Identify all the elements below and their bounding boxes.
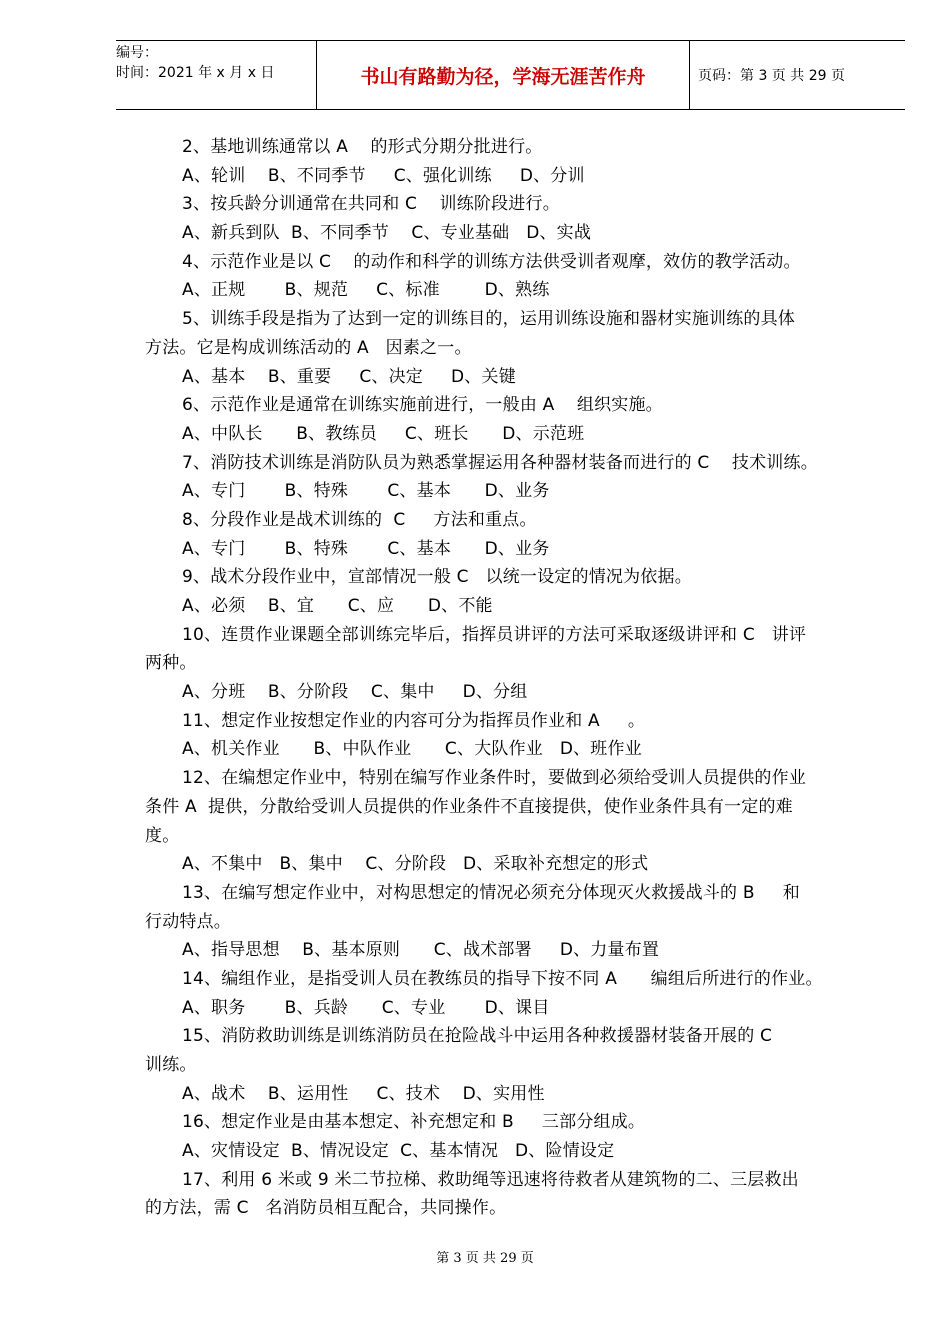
text-line: 13、在编写想定作业中，对构思想定的情况必须充分体现灭火救援战斗的 B 和 xyxy=(182,882,800,903)
text-line: 17、利用 6 米或 9 米二节拉梯、救助绳等迅速将待救者从建筑物的二、三层救出 xyxy=(182,1169,799,1190)
text-line: A、分班 B、分阶段 C、集中 D、分组 xyxy=(182,682,528,703)
text-line: 12、在编想定作业中，特别在编写作业条件时，要做到必须给受训人员提供的作业 xyxy=(182,768,807,789)
text-line: 度。 xyxy=(145,825,180,846)
text-line: A、专门 B、特殊 C、基本 D、业务 xyxy=(182,538,550,559)
text-line: 的方法，需 C 名消防员相互配合，共同操作。 xyxy=(145,1198,507,1219)
text-line: 11、想定作业按想定作业的内容可分为指挥员作业和 A 。 xyxy=(182,710,646,731)
text-line: A、正规 B、规范 C、标准 D、熟练 xyxy=(182,280,550,301)
text-line: 两种。 xyxy=(145,653,197,674)
text-line: A、专门 B、特殊 C、基本 D、业务 xyxy=(182,481,550,502)
number-label: 编号： xyxy=(116,45,158,61)
text-line: 10、连贯作业课题全部训练完毕后，指挥员讲评的方法可采取逐级讲评和 C 讲评 xyxy=(182,624,807,645)
document-body xyxy=(145,133,890,1223)
text-line: A、中队长 B、教练员 C、班长 D、示范班 xyxy=(182,423,585,444)
text-line: A、新兵到队 B、不同季节 C、专业基础 D、实战 xyxy=(182,223,592,244)
text-line: A、指导思想 B、基本原则 C、战术部署 D、力量布置 xyxy=(182,940,660,961)
text-line: 16、想定作业是由基本想定、补充想定和 B 三部分组成。 xyxy=(182,1112,646,1133)
text-line: A、职务 B、兵龄 C、专业 D、课目 xyxy=(182,997,550,1018)
text-line: 训练。 xyxy=(145,1055,197,1075)
header-meta xyxy=(116,41,316,109)
text-line: 7、消防技术训练是消防队员为熟悉掌握运用各种器材装备而进行的 C 技术训练。 xyxy=(182,452,818,473)
text-line: A、战术 B、运用性 C、技术 D、实用性 xyxy=(182,1083,545,1104)
page-label: 页码：第 3 页 共 29 页 xyxy=(698,68,845,84)
text-line: A、机关作业 B、中队作业 C、大队作业 D、班作业 xyxy=(182,739,642,760)
text-line: 8、分段作业是战术训练的 C 方法和重点。 xyxy=(182,509,537,530)
text-line: 2、基地训练通常以 A 的形式分期分批进行。 xyxy=(182,137,543,157)
text-line: A、不集中 B、集中 C、分阶段 D、采取补充想定的形式 xyxy=(182,854,649,875)
text-line: 4、示范作业是以 C 的动作和科学的训练方法供受训者观摩，效仿的教学活动。 xyxy=(182,251,801,272)
text-line: 条件 A 提供，分散给受训人员提供的作业条件不直接提供，使作业条件具有一定的难 xyxy=(145,796,793,817)
text-line: A、灾情设定 B、情况设定 C、基本情况 D、险情设定 xyxy=(182,1141,615,1162)
text-line: 6、示范作业是通常在训练实施前进行，一般由 A 组织实施。 xyxy=(182,395,663,416)
text-line: A、基本 B、重要 C、决定 D、关键 xyxy=(182,366,516,387)
text-line: 14、编组作业，是指受训人员在教练员的指导下按不同 A 编组后所进行的作业。 xyxy=(182,968,823,989)
motto: 书山有路勤为径，学海无涯苦作舟 xyxy=(316,41,690,109)
text-line: 行动特点。 xyxy=(145,911,231,932)
time-label: 时间：2021 年 x 月 x 日 xyxy=(116,65,275,81)
page-footer: 第 3 页 共 29 页 xyxy=(436,1251,534,1266)
text-line: 15、消防救助训练是训练消防员在抢险战斗中运用各种救援器材装备开展的 C xyxy=(182,1026,773,1047)
text-line: 5、训练手段是指为了达到一定的训练目的，运用训练设施和器材实施训练的具体 xyxy=(182,309,796,330)
text-line: A、轮训 B、不同季节 C、强化训练 D、分训 xyxy=(182,165,585,186)
text-line: 3、按兵龄分训通常在共同和 C 训练阶段进行。 xyxy=(182,194,560,215)
page-header xyxy=(116,40,905,110)
text-line: 方法。它是构成训练活动的 A 因素之一。 xyxy=(145,337,472,358)
text-line: 9、战术分段作业中，宣部情况一般 C 以统一设定的情况为依据。 xyxy=(182,567,692,588)
text-line: A、必须 B、宜 C、应 D、不能 xyxy=(182,596,493,616)
